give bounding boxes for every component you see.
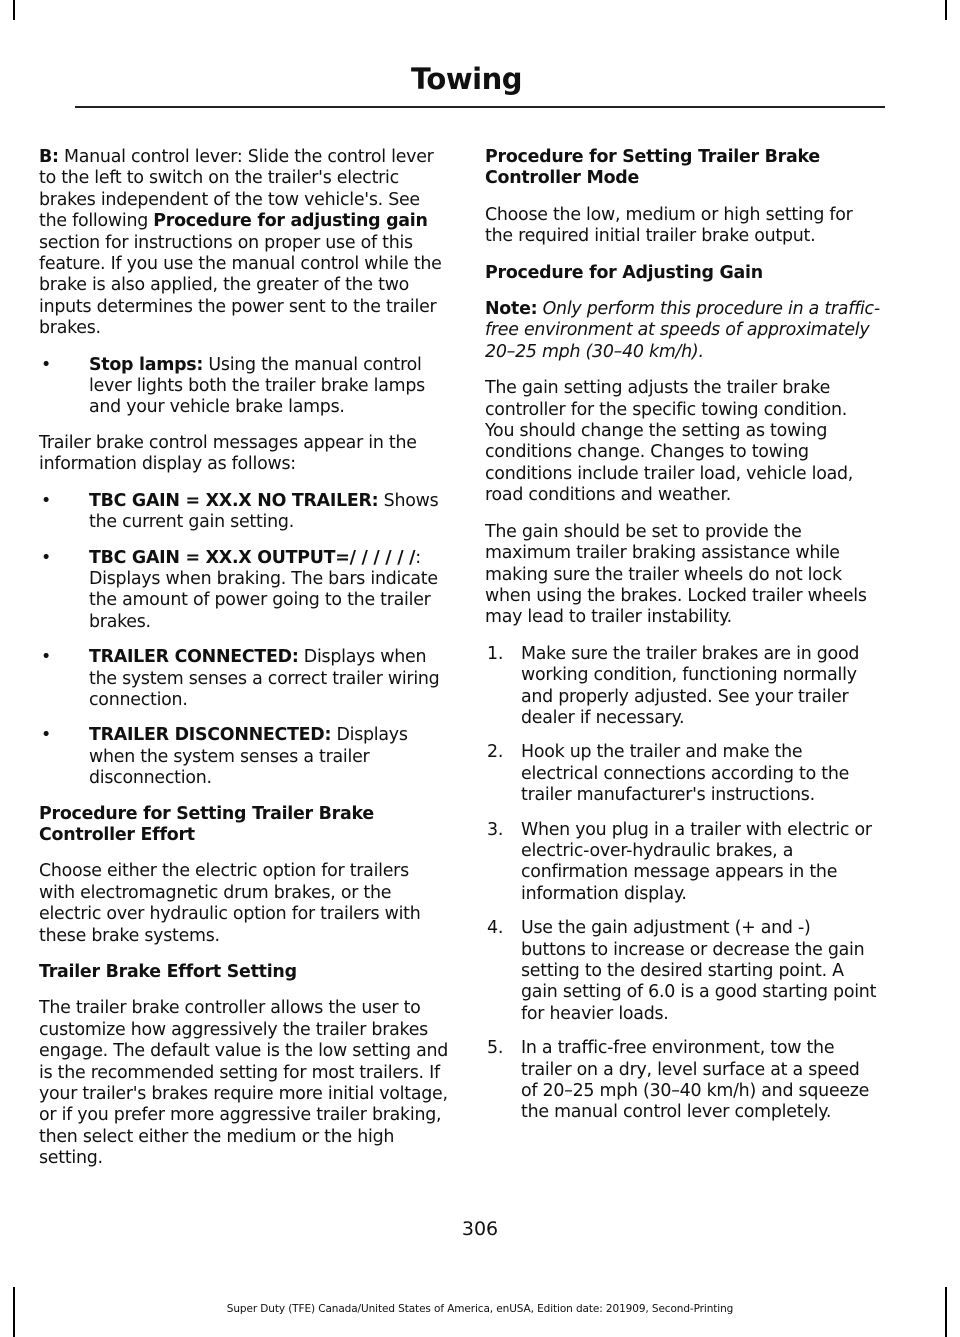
bullet-term: Stop lamps: [89, 354, 204, 375]
paragraph-text: section for instructions on proper use of this feature. If you use the manual control while the brake is also applied, the greater of the two inputs determines the power sent to the trailer brakes. [39, 232, 442, 339]
paragraph-text: Manual control lever: Slide the control lever to the left to switch on the trailer's electric brakes independent of the tow vehicle's. See the following [39, 147, 434, 232]
step-text: Use the gain adjustment (+ and -) buttons to increase or decrease the gain setting to the desired starting point. A gain setting of 6.0 is a good starting point for heavier loads. [521, 918, 877, 1024]
message-item [39, 647, 449, 711]
step-number: 5. [487, 1038, 504, 1059]
edition-footer: Super Duty (TFE) Canada/United States of America, enUSA, Edition date: 201909, Second-Printing [226, 1303, 734, 1315]
page-number: 306 [461, 1218, 499, 1240]
bullet-mark: • [41, 490, 52, 511]
header-rule [75, 106, 885, 108]
step-number: 1. [487, 643, 504, 664]
message-term: TBC GAIN = XX.X OUTPUT=/ / / / / / [89, 547, 416, 568]
item-label-b: B: [39, 147, 59, 167]
manual-control-paragraph [39, 147, 449, 340]
step-text: Hook up the trailer and make the electrical connections according to the trailer manufacturer's instructions. [521, 742, 850, 806]
bullet-mark: • [41, 725, 52, 746]
message-text: Displays when the system senses a correct trailer wiring connection. [89, 647, 440, 710]
effort-paragraph: Choose either the electric option for trailers with electromagnetic drum brakes, or the electric over hydraulic option for trailers with these brake systems. [39, 861, 421, 946]
step-text: When you plug in a trailer with electric or electric-over-hydraulic brakes, a confirmation message appears in the information display. [521, 819, 872, 904]
gain-paragraph-2: The gain should be set to provide the maximum trailer braking assistance while making sure the trailer wheels do not lock when using the brakes. Locked trailer wheels may lead to trailer instability. [485, 521, 867, 628]
heading-controller-mode: Procedure for Setting Trailer Brake Controller Mode [485, 147, 820, 189]
note-paragraph [485, 299, 880, 363]
step-item [485, 1038, 880, 1124]
step-item [485, 918, 880, 1025]
right-column [485, 147, 880, 1137]
message-term: TBC GAIN = XX.X NO TRAILER: [89, 490, 379, 511]
message-term: TRAILER DISCONNECTED: [89, 725, 332, 746]
effort-setting-paragraph: The trailer brake controller allows the user to customize how aggressively the trailer brakes engage. The default value is the low setting and is the recommended setting for most trailers. If your trailer's brakes require more initial voltage, or if you prefer more aggressive trailer braking, then select either the medium or the high setting. [39, 998, 449, 1169]
heading-controller-effort: Procedure for Setting Trailer Brake Controller Effort [39, 803, 374, 845]
bullet-mark: • [41, 354, 52, 375]
mode-paragraph: Choose the low, medium or high setting for the required initial trailer brake output. [485, 204, 853, 247]
messages-intro: Trailer brake control messages appear in the information display as follows: [39, 432, 417, 475]
step-item [485, 820, 880, 906]
left-column [39, 147, 449, 1185]
step-number: 4. [487, 918, 504, 939]
message-text: Displays when the system senses a trailer disconnection. [89, 725, 408, 789]
heading-effort-setting: Trailer Brake Effort Setting [39, 962, 297, 982]
note-label: Note: [485, 299, 538, 320]
message-item [39, 548, 449, 634]
bullet-stop-lamps [39, 355, 449, 419]
message-item [39, 725, 449, 789]
bullet-mark: • [41, 547, 52, 568]
step-item [485, 742, 880, 806]
step-text: In a traffic-free environment, tow the trailer on a dry, level surface at a speed of 20–25 mph (30–40 km/h) and squeeze the manual control lever completely. [521, 1038, 870, 1123]
step-number: 3. [487, 819, 504, 840]
step-text: Make sure the trailer brakes are in good working condition, functioning normally and properly adjusted. See your trailer dealer if necessary. [521, 643, 860, 728]
step-number: 2. [487, 742, 504, 763]
bullet-mark: • [41, 647, 52, 668]
section-reference: Procedure for adjusting gain [153, 211, 428, 232]
note-text: Only perform this procedure in a traffic-free environment at speeds of approximately 20–25 mph (30–40 km/h). [485, 299, 880, 362]
message-text: : Displays when braking. The bars indicate the amount of power going to the trailer brakes. [89, 547, 438, 632]
heading-adjusting-gain: Procedure for Adjusting Gain [485, 262, 763, 283]
message-item [39, 491, 449, 534]
bullet-text: Using the manual control lever lights both the trailer brake lamps and your vehicle brake lamps. [89, 354, 425, 418]
crop-mark-top-left [13, 0, 15, 20]
message-text: Shows the current gain setting. [89, 490, 439, 533]
message-term: TRAILER CONNECTED: [89, 647, 299, 668]
page-title: Towing [411, 62, 522, 96]
step-item [485, 644, 880, 730]
crop-mark-top-right [945, 0, 947, 20]
gain-paragraph-1: The gain setting adjusts the trailer brake controller for the specific towing condition. You should change the setting as towing conditions change. Changes to towing conditions include trailer load, vehicle load, road conditions and weather. [485, 378, 854, 506]
